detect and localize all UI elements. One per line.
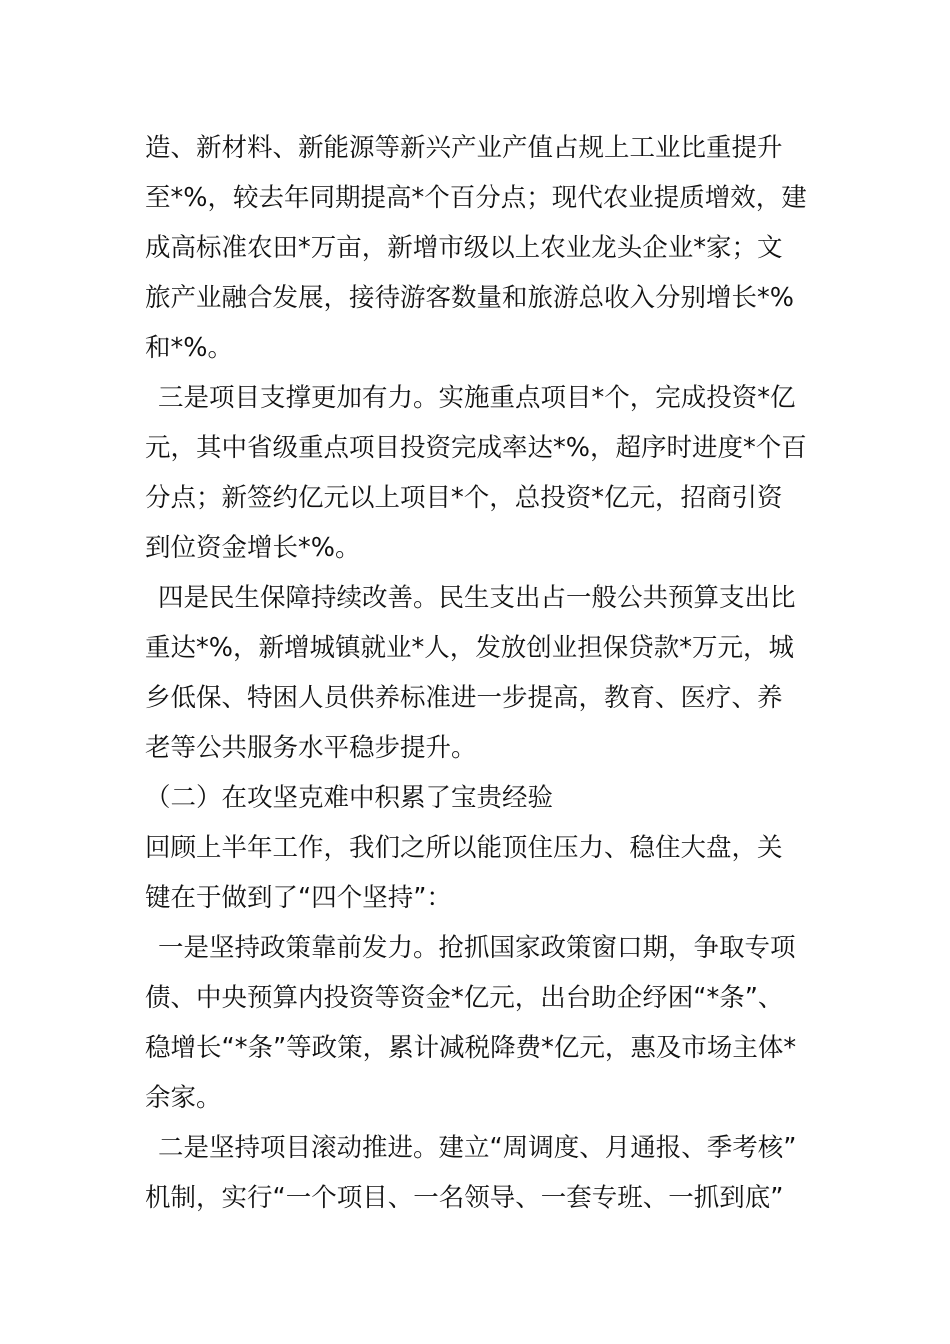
text-line: 余家。 <box>145 1083 222 1113</box>
paragraph-heading-line: 一是坚持政策靠前发力。抢抓国家政策窗口期，争取专项 <box>158 933 796 963</box>
text-line: 机制，实行“一个项目、一名领导、一套专班、一抓到底” <box>145 1183 784 1213</box>
text-line: 稳增长“*条”等政策，累计减税降费*亿元，惠及市场主体* <box>145 1033 797 1063</box>
paragraph-heading-line: 二是坚持项目滚动推进。建立“周调度、月通报、季考核” <box>158 1133 797 1163</box>
text-line: 老等公共服务水平稳步提升。 <box>145 733 477 763</box>
text-line: 元，其中省级重点项目投资完成率达*%，超序时进度*个百 <box>145 433 807 463</box>
text-line: 旅产业融合发展，接待游客数量和旅游总收入分别增长*% <box>145 283 794 313</box>
text-line: 造、新材料、新能源等新兴产业产值占规上工业比重提升 <box>145 133 783 163</box>
paragraph-heading-line: 三是项目支撑更加有力。实施重点项目*个，完成投资*亿 <box>158 383 796 413</box>
text-line: 分点；新签约亿元以上项目*个，总投资*亿元，招商引资 <box>145 483 783 513</box>
text-line: 重达*%，新增城镇就业*人，发放创业担保贷款*万元，城 <box>145 633 794 663</box>
text-line: 成高标准农田*万亩，新增市级以上农业龙头企业*家；文 <box>145 233 783 263</box>
text-line: 乡低保、特困人员供养标准进一步提高，教育、医疗、养 <box>145 683 783 713</box>
text-line: 到位资金增长*%。 <box>145 533 361 563</box>
text-line: 回顾上半年工作，我们之所以能顶住压力、稳住大盘，关 <box>145 833 783 863</box>
text-line: 键在于做到了“四个坚持”： <box>145 883 452 913</box>
text-line: 至*%，较去年同期提高*个百分点；现代农业提质增效，建 <box>145 183 807 213</box>
paragraph-heading-line: 四是民生保障持续改善。民生支出占一般公共预算支出比 <box>158 583 796 613</box>
section-heading: （二）在攻坚克难中积累了宝贵经验 <box>145 783 554 813</box>
text-line: 和*%。 <box>145 333 233 363</box>
text-line: 债、中央预算内投资等资金*亿元，出台助企纾困“*条”、 <box>145 983 784 1013</box>
